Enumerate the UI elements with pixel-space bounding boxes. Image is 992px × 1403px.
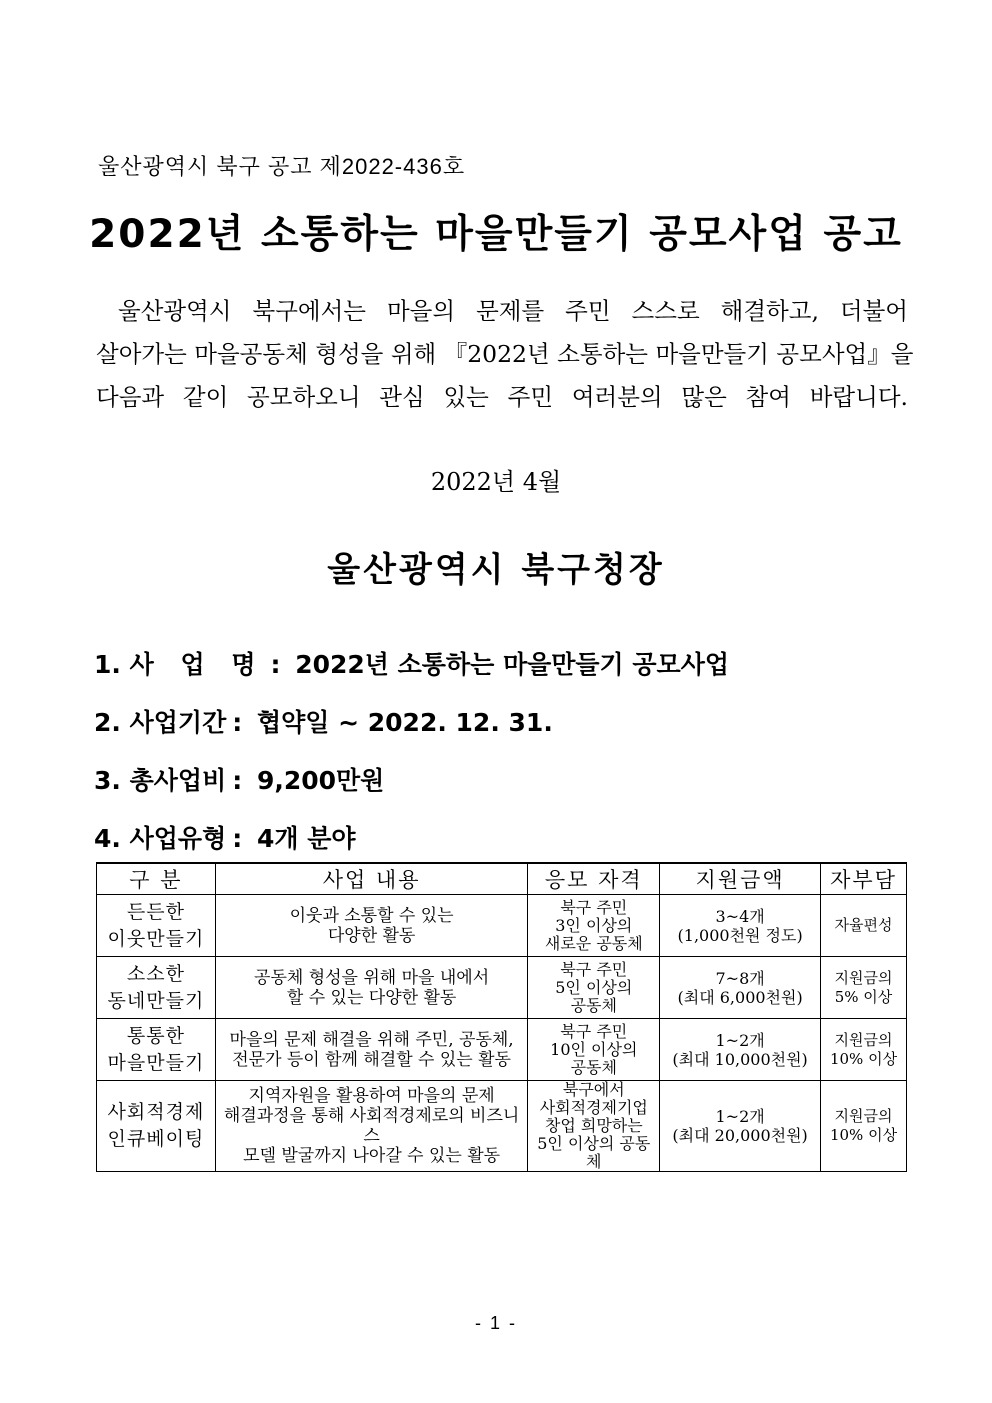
cell-line: 동네만들기	[107, 989, 205, 1012]
self-pay-cell	[821, 895, 907, 957]
support-cell	[660, 895, 821, 957]
table-header-cell: 사업 내용	[215, 863, 528, 895]
eligibility-cell	[528, 895, 660, 957]
content-cell	[215, 957, 528, 1019]
table-row	[97, 957, 907, 1019]
section-number: 2.	[94, 708, 121, 737]
section-value: 9,200만원	[256, 766, 385, 795]
eligibility-cell	[528, 957, 660, 1019]
support-cell	[660, 1019, 821, 1081]
intro-line: 울산광역시 북구에서는 마을의 문제를 주민 스스로 해결하고, 더불어	[118, 297, 908, 325]
section-value: 2022년 소통하는 마을만들기 공모사업	[295, 650, 729, 679]
section-value: 4개 분야	[256, 824, 356, 853]
cell-line: 모델 발굴까지 나아갈 수 있는 활동	[243, 1146, 501, 1166]
self-pay-cell	[821, 1081, 907, 1172]
cell-line: 1~2개	[715, 1107, 765, 1126]
notice-date: 2022년 4월	[430, 468, 562, 496]
page-title: 2022년 소통하는 마을만들기 공모사업 공고	[89, 212, 903, 257]
notice-number: 울산광역시 북구 공고 제2022-436호	[98, 154, 466, 179]
cell-line: 소소한	[126, 962, 185, 985]
cell-line: 공동체	[570, 1057, 617, 1077]
cell-line: 7~8개	[715, 968, 765, 988]
cell-line: 3~4개	[715, 906, 765, 926]
cell-line: 다양한 활동	[327, 925, 416, 946]
section-label: 사 업 명	[129, 650, 265, 679]
cell-line: 자율편성	[834, 916, 893, 934]
cell-line: 든든한	[126, 900, 185, 923]
cell-line: 북구 주민	[560, 1021, 628, 1041]
cell-line: 이웃과 소통할 수 있는	[289, 905, 454, 926]
cell-line: (최대 20,000천원)	[672, 1126, 808, 1145]
cell-line: 지원금의	[834, 1107, 893, 1125]
category-cell	[97, 1019, 216, 1081]
section-value: 협약일 ~ 2022. 12. 31.	[256, 708, 553, 737]
section-item: 2. 사업기간 : 협약일 ~ 2022. 12. 31.	[94, 703, 729, 761]
issuer-name: 울산광역시 북구청장	[327, 550, 665, 590]
self-pay-cell	[821, 957, 907, 1019]
content-cell	[215, 1081, 528, 1172]
cell-line: (1,000천원 정도)	[677, 925, 803, 945]
section-item: 1. 사 업 명 : 2022년 소통하는 마을만들기 공모사업	[94, 645, 729, 703]
table-row	[97, 1019, 907, 1081]
category-cell	[97, 1081, 216, 1172]
cell-line: 해결과정을 통해 사회적경제로의 비즈니스	[223, 1106, 520, 1146]
content-cell	[215, 1019, 528, 1081]
cell-line: 사회적경제	[107, 1101, 205, 1123]
table-row	[97, 895, 907, 957]
cell-line: 지원금의	[834, 1030, 893, 1049]
section-number: 4.	[94, 824, 121, 853]
table-header-cell: 구 분	[97, 863, 216, 895]
table-header-cell: 지원금액	[660, 863, 821, 895]
cell-line: 전문가 등이 함께 해결할 수 있는 활동	[232, 1049, 511, 1070]
cell-line: 5인 이상의	[555, 977, 633, 997]
cell-line: 북구에서	[562, 1080, 625, 1099]
table-row	[97, 1081, 907, 1172]
cell-line: (최대 6,000천원)	[677, 987, 803, 1007]
project-types-table	[96, 862, 907, 1172]
cell-line: 인큐베이팅	[107, 1128, 205, 1150]
cell-line: 북구 주민	[560, 897, 628, 917]
table-header-cell: 응모 자격	[528, 863, 660, 895]
cell-line: 새로운 공동체	[544, 933, 643, 953]
category-cell	[97, 895, 216, 957]
cell-line: 지원금의	[834, 968, 893, 987]
cell-line: 5인 이상의 공동체	[537, 1134, 651, 1171]
cell-line: 10% 이상	[829, 1049, 898, 1068]
section-number: 1.	[94, 650, 121, 679]
section-list	[94, 645, 729, 877]
cell-line: 할 수 있는 다양한 활동	[286, 987, 457, 1008]
table-header-cell: 자부담	[821, 863, 907, 895]
cell-line: 통통한	[126, 1024, 185, 1047]
section-label: 사업기간	[129, 708, 227, 737]
section-item: 4. 사업유형 : 4개 분야	[94, 819, 729, 877]
cell-line: 공동체	[570, 995, 617, 1015]
support-cell	[660, 1081, 821, 1172]
cell-line: 10% 이상	[829, 1126, 898, 1144]
cell-line: 북구 주민	[560, 959, 628, 979]
section-number: 3.	[94, 766, 121, 795]
eligibility-cell	[528, 1081, 660, 1172]
cell-line: 공동체 형성을 위해 마을 내에서	[254, 967, 490, 988]
cell-line: 창업 희망하는	[544, 1116, 643, 1135]
category-cell	[97, 957, 216, 1019]
content-cell	[215, 895, 528, 957]
intro-line: 다음과 같이 공모하오니 관심 있는 주민 여러분의 많은 참여 바랍니다.	[96, 383, 908, 411]
support-cell	[660, 957, 821, 1019]
cell-line: 3인 이상의	[555, 915, 633, 935]
cell-line: 마을만들기	[107, 1051, 205, 1074]
intro-line: 살아가는 마을공동체 형성을 위해 『2022년 소통하는 마을만들기 공모사업』을	[96, 340, 914, 368]
cell-line: 5% 이상	[834, 987, 893, 1006]
eligibility-cell	[528, 1019, 660, 1081]
cell-line: 사회적경제기업	[539, 1098, 648, 1117]
cell-line: 지역자원을 활용하여 마을의 문제	[248, 1086, 495, 1106]
cell-line: 1~2개	[715, 1030, 765, 1050]
table-header-row	[97, 863, 907, 895]
section-label: 사업유형	[129, 824, 227, 853]
section-item: 3. 총사업비 : 9,200만원	[94, 761, 729, 819]
page-number: - 1 -	[474, 1313, 517, 1333]
intro-paragraph	[96, 290, 914, 419]
cell-line: 마을의 문제 해결을 위해 주민, 공동체,	[229, 1029, 514, 1050]
section-label: 총사업비	[129, 766, 227, 795]
self-pay-cell	[821, 1019, 907, 1081]
cell-line: 10인 이상의	[550, 1039, 638, 1059]
cell-line: (최대 10,000천원)	[672, 1049, 808, 1069]
cell-line: 이웃만들기	[107, 927, 205, 950]
